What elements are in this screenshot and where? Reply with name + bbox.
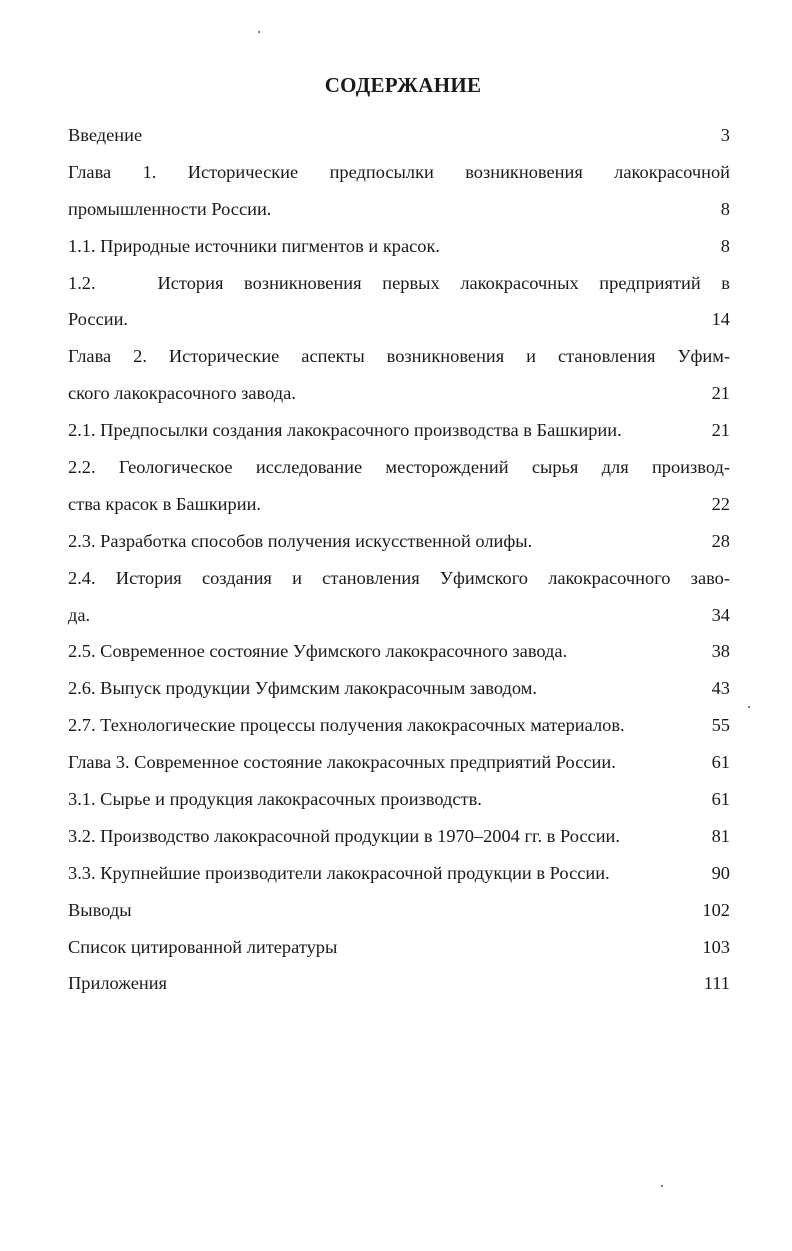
toc-entry-text: промышленности России. (68, 198, 272, 219)
toc-entry-text: 2.4. История создания и становления Уфимского лакокрасочного заво- (68, 567, 730, 588)
toc-entry-line-last (68, 673, 730, 710)
toc-entry (68, 231, 730, 268)
toc-entry (68, 821, 730, 858)
toc-entry-line-last (68, 120, 730, 157)
toc-page-number: 34 (711, 604, 730, 625)
toc-entry-text: ского лакокрасочного завода. (68, 383, 296, 404)
toc-entry-text: России. (68, 309, 129, 330)
toc-entry-text: 3.2. Производство лакокрасочной продукции в 1970–2004 гг. в России. (68, 825, 620, 846)
toc-entry-line-last (68, 378, 730, 415)
toc-entry-text: Глава 1. Исторические предпосылки возникновения лакокрасочной (68, 161, 730, 182)
toc-page-number: 22 (711, 493, 730, 514)
toc-entry-text: Введение (68, 125, 143, 145)
toc-entry-line-last (68, 747, 730, 784)
toc-entry (68, 932, 730, 969)
toc-entry (68, 268, 730, 342)
toc-entry-line-last (68, 489, 730, 526)
toc-page-number: 61 (711, 789, 730, 810)
toc-entry (68, 120, 730, 157)
page-title: СОДЕРЖАНИЕ (324, 73, 482, 97)
toc-entry-text: Глава 3. Современное состояние лакокрасочных предприятий России. (68, 752, 616, 773)
scan-speck (748, 706, 750, 708)
toc-entry-text: 1.1. Природные источники пигментов и красок. (68, 235, 441, 256)
toc-page-number: 8 (720, 198, 730, 219)
toc-entry-text: 2.2. Геологическое исследование месторождений сырья для производ- (68, 457, 730, 478)
toc-entry-text: 3.3. Крупнейшие производители лакокрасочной продукции в России. (68, 862, 610, 883)
toc-entry-line-last (68, 194, 730, 231)
toc-page-number: 21 (711, 383, 730, 404)
toc-entry-text: Глава 2. Исторические аспекты возникновения и становления Уфим- (68, 346, 730, 367)
toc-entry (68, 747, 730, 784)
toc-entry-line-last (68, 821, 730, 858)
toc-entry (68, 710, 730, 747)
toc-page-number: 3 (720, 125, 730, 145)
toc-entry (68, 526, 730, 563)
toc-entry-text: Выводы (68, 899, 132, 920)
toc-entry-text: 3.1. Сырье и продукция лакокрасочных производств. (68, 789, 482, 810)
toc-entry-text: ства красок в Башкирии. (68, 493, 262, 514)
toc-entry-line-last (68, 858, 730, 895)
toc-page-number: 102 (702, 899, 730, 920)
toc-entry-line-last (68, 231, 730, 268)
scan-speck (258, 31, 260, 33)
toc-entry-line (68, 268, 730, 305)
toc-entry (68, 563, 730, 637)
toc-entry-line (68, 452, 730, 489)
toc-entry-line (68, 157, 730, 194)
toc-entry-line-last (68, 710, 730, 747)
toc-entry (68, 452, 730, 526)
toc-entry-line (68, 341, 730, 378)
toc-entry-text: 2.1. Предпосылки создания лакокрасочного производства в Башкирии. (68, 420, 622, 441)
toc-entry-line (68, 563, 730, 600)
toc-entry (68, 636, 730, 673)
toc-entry (68, 157, 730, 231)
toc-page-number: 81 (711, 825, 730, 846)
toc-entry (68, 858, 730, 895)
toc-page-number: 28 (711, 530, 730, 551)
toc-entry-text: Список цитированной литературы (68, 936, 338, 957)
toc-entry-text: да. (68, 604, 91, 625)
toc-entry (68, 895, 730, 932)
toc-entry-line-last (68, 304, 730, 341)
toc-entry-line-last (68, 600, 730, 637)
table-of-contents (68, 120, 730, 1005)
toc-entry-text: 2.6. Выпуск продукции Уфимским лакокрасочным заводом. (68, 678, 537, 699)
toc-entry-text: 2.3. Разработка способов получения искусственной олифы. (68, 530, 533, 551)
scan-speck (661, 1185, 663, 1187)
toc-entry-line-last (68, 415, 730, 452)
toc-entry-line-last (68, 784, 730, 821)
toc-entry-text: 2.5. Современное состояние Уфимского лакокрасочного завода. (68, 641, 568, 662)
toc-entry-text: 1.2. История возникновения первых лакокрасочных предприятий в (68, 272, 730, 293)
toc-entry-text: 2.7. Технологические процессы получения лакокрасочных материалов. (68, 715, 625, 736)
toc-entry (68, 968, 730, 1005)
toc-page-number: 61 (711, 752, 730, 773)
toc-page-number: 21 (711, 420, 730, 441)
toc-entry-line-last (68, 636, 730, 673)
toc-page-number: 103 (702, 936, 730, 957)
toc-page-number: 8 (720, 235, 730, 256)
toc-page-number: 111 (703, 973, 730, 994)
toc-entry (68, 415, 730, 452)
toc-page-number: 14 (711, 309, 730, 330)
toc-entry-text: Приложения (68, 973, 168, 994)
toc-entry-line-last (68, 895, 730, 932)
toc-page-number: 38 (711, 641, 730, 662)
toc-page-number: 90 (711, 862, 730, 883)
toc-entry-line-last (68, 932, 730, 969)
toc-entry (68, 673, 730, 710)
toc-page-number: 55 (711, 715, 730, 736)
toc-entry-line-last (68, 968, 730, 1005)
toc-entry (68, 784, 730, 821)
toc-page-number: 43 (711, 678, 730, 699)
toc-entry-line-last (68, 526, 730, 563)
toc-entry (68, 341, 730, 415)
